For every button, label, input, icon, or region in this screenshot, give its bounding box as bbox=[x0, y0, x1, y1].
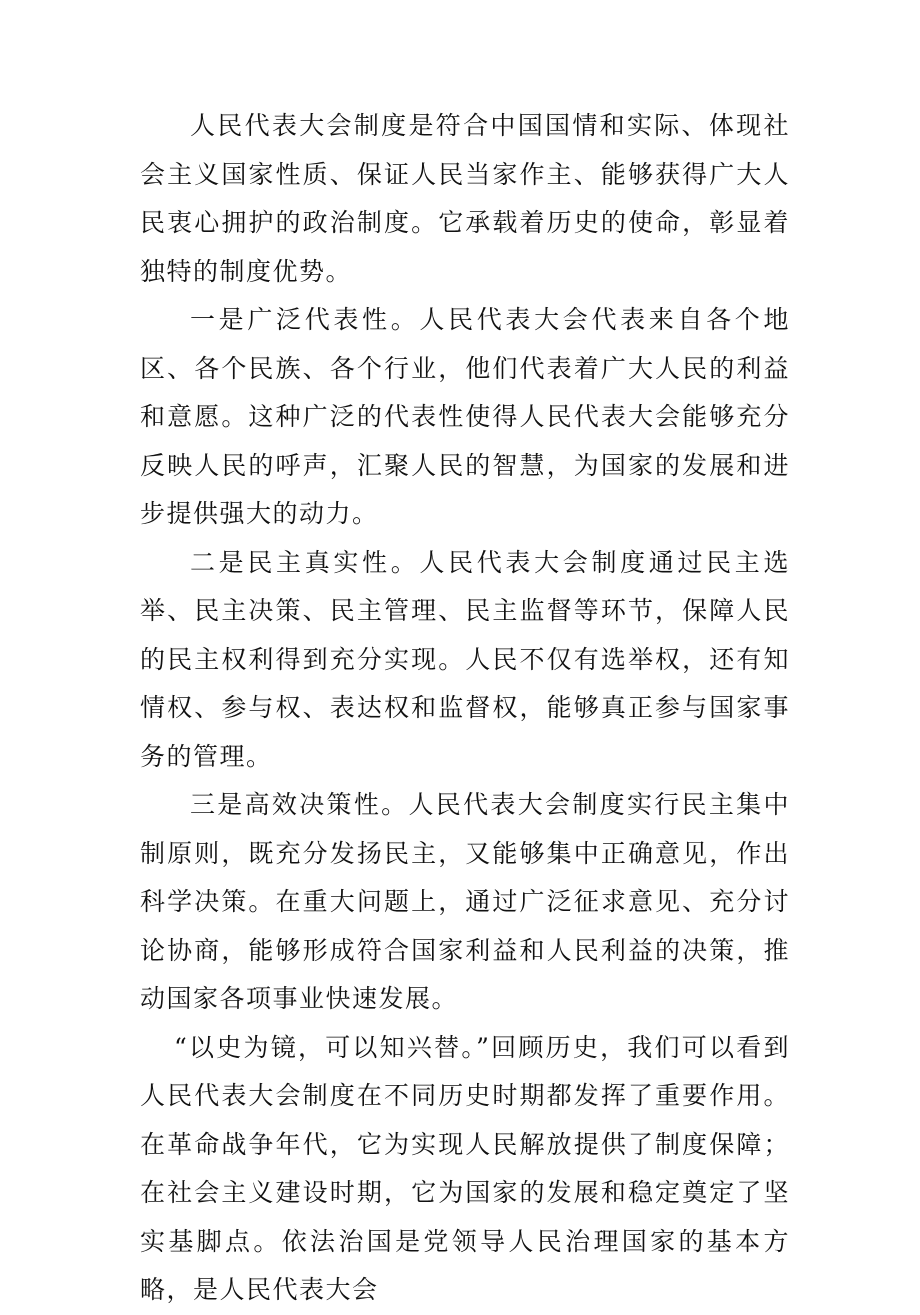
paragraph-decision-making: 三是高效决策性。人民代表大会制度实行民主集中制原则，既充分发扬民主，又能够集中正确意见，作出科学决策。在重大问题上，通过广泛征求意见、充分讨论协商，能够形成符合国家利益和人民利益的决策，推动国家各项事业快速发展。 bbox=[140, 790, 790, 1013]
paragraph-representativeness: 一是广泛代表性。人民代表大会代表来自各个地区、各个民族、各个行业，他们代表着广大人民的利益和意愿。这种广泛的代表性使得人民代表大会能够充分反映人民的呼声，汇聚人民的智慧，为国家的发展和进步提供强大的动力。 bbox=[140, 305, 790, 528]
paragraph-democracy: 二是民主真实性。人民代表大会制度通过民主选举、民主决策、民主管理、民主监督等环节，保障人民的民主权利得到充分实现。人民不仅有选举权，还有知情权、参与权、表达权和监督权，能够真正参与国家事务的管理。 bbox=[140, 547, 790, 771]
paragraph-history: “以史为镜，可以知兴替。”回顾历史，我们可以看到人民代表大会制度在不同历史时期都发挥了重要作用。在革命战争年代，它为实现人民解放提供了制度保障；在社会主义建设时期，它为国家的发展和稳定奠定了坚实基脚点。依法治国是党领导人民治理国家的基本方略，是人民代表大会 bbox=[140, 1032, 790, 1304]
paragraph-intro: 人民代表大会制度是符合中国国情和实际、体现社会主义国家性质、保证人民当家作主、能够获得广大人民衷心拥护的政治制度。它承载着历史的使命，彰显着独特的制度优势。 bbox=[140, 111, 790, 286]
document-body bbox=[140, 102, 790, 1315]
